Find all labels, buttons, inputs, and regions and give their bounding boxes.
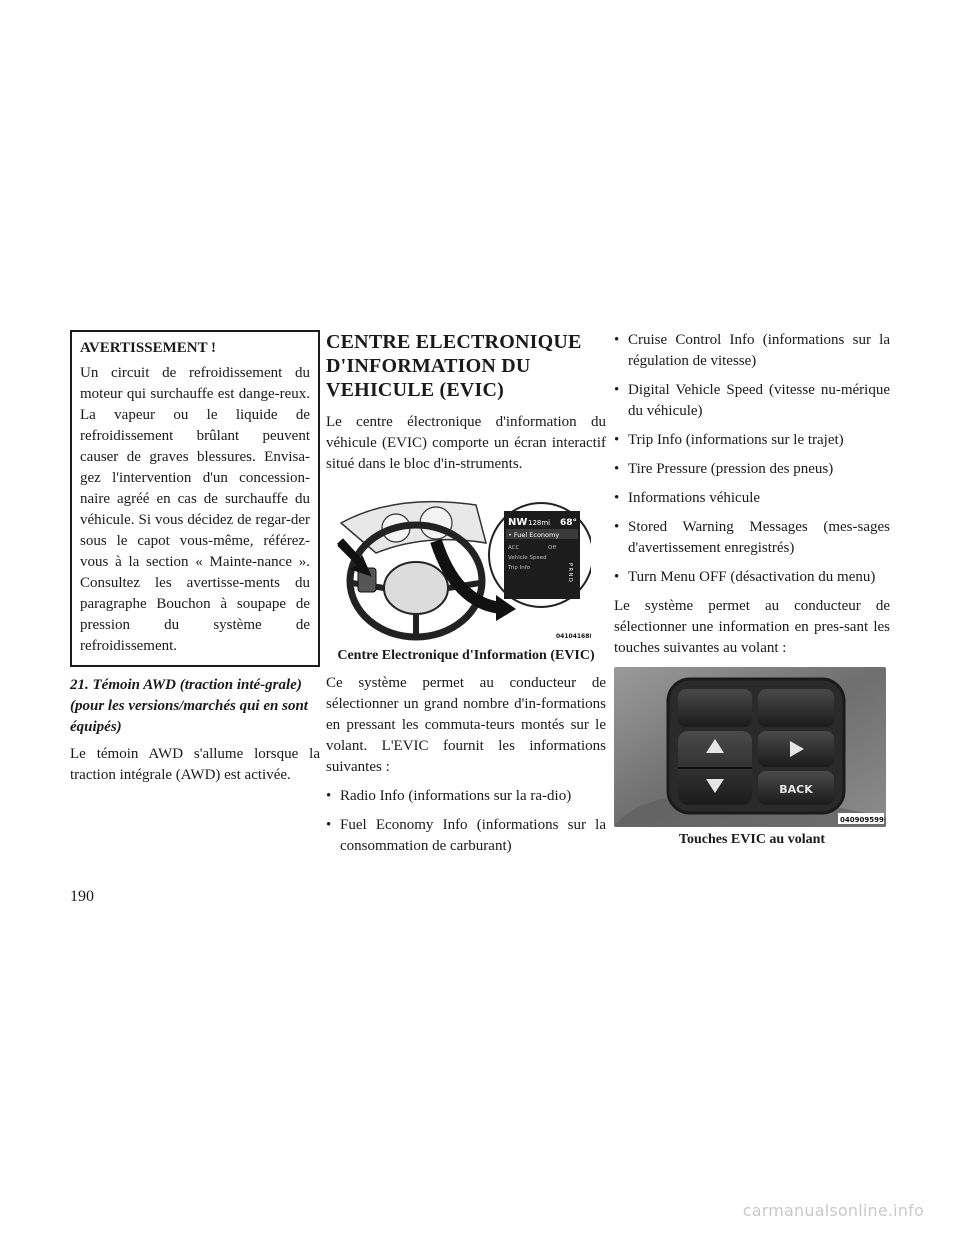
steering-wheel-illustration: [336, 483, 591, 643]
list-item: • Informations véhicule: [614, 488, 890, 509]
screen-heading: NW: [508, 517, 528, 528]
screen-item-fuel: • Fuel Economy: [508, 531, 560, 539]
list-item: • Trip Info (informations sur le trajet): [614, 430, 890, 451]
photo-code: 040909599: [840, 816, 884, 824]
list-item: • Radio Info (informations sur la ra-dio): [326, 786, 606, 807]
awd-body: Le témoin AWD s'allume lorsque la traction intégrale (AWD) est activée.: [70, 746, 320, 783]
column-middle: [326, 330, 606, 865]
list-item: • Digital Vehicle Speed (vitesse nu-mérique du véhicule): [614, 380, 890, 422]
figure2-caption: Touches EVIC au volant: [678, 832, 826, 847]
awd-heading: 21. Témoin AWD (traction inté-grale) (pour les versions/marchés qui en sont équipés): [70, 677, 308, 735]
evic-body: Ce système permet au conducteur de sélectionner un grand nombre d'in-formations en pressant les commuta-teurs montés sur le volant. L'EVIC fournit les informations suivantes :: [326, 675, 606, 775]
evic-info-list: [326, 786, 606, 857]
evic-info-list-continued: [614, 330, 890, 588]
evic-intro: Le centre électronique d'information du véhicule (EVIC) comporte un écran interactif situé dans le bloc d'in-struments.: [326, 414, 606, 472]
warning-title: AVERTISSEMENT !: [80, 340, 217, 356]
screen-range: 128mi: [528, 519, 551, 527]
column-left: [70, 330, 320, 794]
column-right: [614, 330, 890, 857]
list-item: • Turn Menu OFF (désactivation du menu): [614, 567, 890, 588]
evic-figure: [336, 483, 591, 643]
evic-buttons-photo: [614, 667, 886, 827]
section-title: [326, 330, 606, 402]
warning-body: Un circuit de refroidissement du moteur qui surchauffe est dange-reux. La vapeur ou le liquide de refroidissement brûlant peuvent causer de graves blessures. Envisa-gez l'intervention d'un concession-naire agréé en cas de surchauffe du véhicule. Si vous décidez de regar-der sous le capot vous-même, référez-vous à la section « Mainte-nance ». Consultez les avertisse-ments du paragraphe Bouchon à soupape de pression du système de refroidissement.: [80, 365, 310, 654]
section-title-line2: D'INFORMATION DU: [326, 355, 531, 377]
figure1-caption: Centre Electronique d'Information (EVIC): [337, 648, 595, 663]
top-left-button: [678, 689, 752, 727]
evic-buttons-intro: Le système permet au conducteur de sélectionner une information en pres-sant les touches suivantes au volant :: [614, 598, 890, 656]
screen-item-acc: ACC: [508, 545, 520, 551]
warning-box: [70, 330, 320, 667]
steering-buttons-photo: [614, 667, 886, 827]
screen-temp: 68°: [560, 518, 578, 528]
list-item: • Cruise Control Info (informations sur la régulation de vitesse): [614, 330, 890, 372]
screen-item-trip: Trip Info: [508, 565, 530, 571]
screen-item-speed: Vehicle Speed: [508, 555, 547, 561]
section-title-line3: VEHICULE (EVIC): [326, 379, 505, 401]
list-item: • Tire Pressure (pression des pneus): [614, 459, 890, 480]
list-item: • Fuel Economy Info (informations sur la consommation de carburant): [326, 815, 606, 857]
steering-wheel-hub: [384, 562, 448, 614]
back-label: BACK: [779, 783, 813, 796]
section-title-line1: CENTRE ELECTRONIQUE: [326, 331, 582, 353]
screen-gear-indicator: P R N D: [567, 563, 573, 582]
top-right-button: [758, 689, 834, 727]
watermark: carmanualsonline.info: [742, 1201, 924, 1220]
screen-item-acc-value: Off: [548, 545, 557, 551]
figure-code: 041041688: [556, 633, 591, 640]
page-number: 190: [70, 888, 94, 905]
list-item: • Stored Warning Messages (mes-sages d'avertissement enregistrés): [614, 517, 890, 559]
